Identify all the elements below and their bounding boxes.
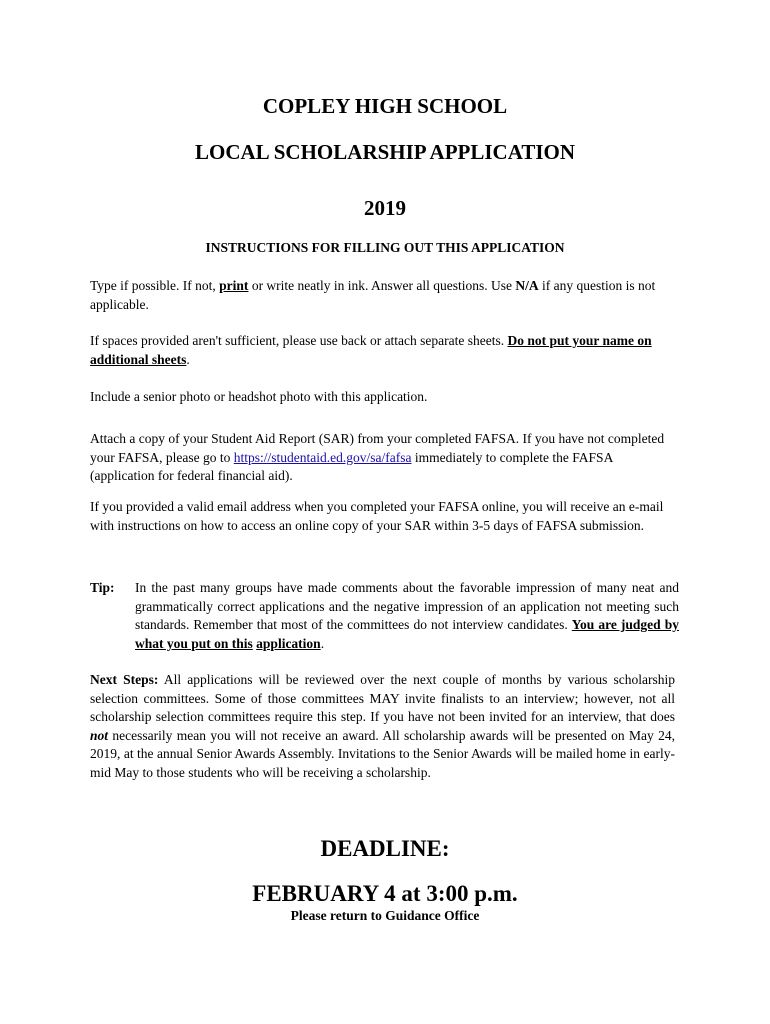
deadline-date: FEBRUARY 4 at 3:00 p.m. — [252, 881, 518, 906]
return-note: Please return to Guidance Office — [290, 908, 480, 923]
judged-emphasis: You are judged by what you put on this — [135, 617, 679, 651]
school-name: COPLEY HIGH SCHOOL — [262, 94, 508, 118]
paragraph-typing-instructions — [90, 277, 675, 314]
application-emphasis: application — [256, 635, 321, 651]
paragraph-sar — [90, 430, 675, 486]
instructions-heading: INSTRUCTIONS FOR FILLING OUT THIS APPLICATION — [205, 240, 565, 255]
tip-end: . — [320, 635, 325, 651]
para4-text-a: Attach a copy of your Student Aid Report (SAR) from your completed FAFSA. If you have not completed your FAFSA, please go to — [90, 431, 665, 465]
tip-label: Tip: — [90, 580, 115, 595]
form-year: 2019 — [364, 196, 406, 220]
next-steps-text-a: All applications will be reviewed over the next couple of months by various scholarship selection committees. Some of those committees MAY invite finalists to an interview; however, not all scholarship selection committees require this step. If you have not been invited for an interview, that does — [90, 672, 675, 724]
print-emphasis: print — [219, 278, 249, 293]
para2-text-a: If spaces provided aren't sufficient, please use back or attach separate sheets. — [90, 333, 508, 348]
paragraph-extra-sheets — [90, 332, 675, 369]
next-steps-text-b: necessarily mean you will not receive an award. All scholarship awards will be presented on May 24, 2019, at the annual Senior Awards Assembly. Invitations to the Senior Awards will be mailed home in early-mid May to those students who will be receiving a scholarship. — [90, 727, 675, 780]
para1-text-c: if any question is not applicable. — [90, 278, 656, 312]
next-steps-label: Next Steps: — [90, 672, 159, 687]
form-title: LOCAL SCHOLARSHIP APPLICATION — [194, 140, 576, 164]
deadline-label: DEADLINE: — [320, 836, 450, 861]
para1-text-b: or write neatly in ink. Answer all questions. Use — [248, 278, 516, 293]
para4-text-b: immediately to complete the FAFSA (application for federal financial aid). — [90, 449, 613, 483]
fafsa-link[interactable]: https://studentaid.ed.gov/sa/fafsa — [233, 449, 412, 465]
para1-text-a: Type if possible. If not, — [90, 278, 220, 293]
na-emphasis: N/A — [515, 278, 539, 293]
paragraph-next-steps — [90, 671, 675, 782]
para2-text-b: . — [186, 351, 190, 367]
tip-text: In the past many groups have made comments about the favorable impression of many neat and grammatically correct applications and the negative impression of an application not meeting such standards. Remember that most of the committees do not interview candidates. — [135, 580, 679, 632]
paragraph-email: If you provided a valid email address when you completed your FAFSA online, you will receive an e-mail with instructions on how to access an online copy of your SAR within 3-5 days of FAFSA submission. — [90, 499, 664, 533]
tip-body — [135, 579, 679, 653]
not-emphasis: not — [90, 727, 109, 743]
paragraph-photo: Include a senior photo or headshot photo with this application. — [90, 389, 428, 404]
no-name-warning: Do not put your name on additional sheets — [90, 333, 652, 367]
